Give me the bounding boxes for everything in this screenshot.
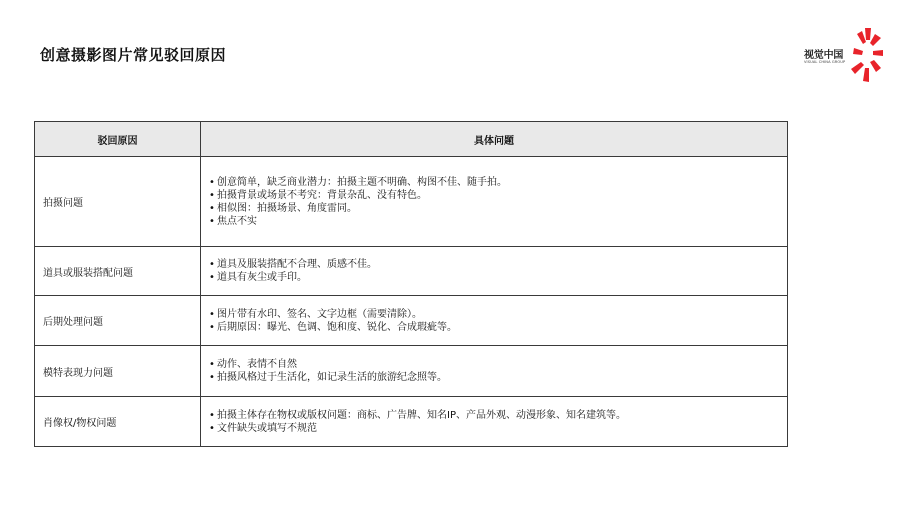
issue-item: • 拍摄风格过于生活化，如记录生活的旅游纪念照等。 xyxy=(209,371,787,384)
issue-list xyxy=(209,176,787,228)
issue-item: • 道具有灰尘或手印。 xyxy=(209,271,787,284)
issues-cell xyxy=(201,157,788,247)
table-row xyxy=(35,397,788,447)
header-issues: 具体问题 xyxy=(201,122,788,157)
header-reason: 驳回原因 xyxy=(35,122,201,157)
issue-list xyxy=(209,358,787,384)
table-row xyxy=(35,346,788,397)
reason-cell: 肖像权/物权问题 xyxy=(35,397,201,447)
issues-cell xyxy=(201,296,788,346)
issue-item: • 后期原因：曝光、色调、饱和度、锐化、合成瑕疵等。 xyxy=(209,321,787,334)
logo-subtitle: VISUAL CHINA GROUP xyxy=(804,60,846,64)
issue-list xyxy=(209,409,787,435)
logo xyxy=(804,28,884,84)
issues-cell xyxy=(201,247,788,296)
starburst-logo-icon xyxy=(851,28,883,82)
reason-cell: 后期处理问题 xyxy=(35,296,201,346)
issue-list xyxy=(209,258,787,284)
table-header-row xyxy=(35,122,788,157)
issue-item: • 文件缺失或填写不规范 xyxy=(209,422,787,435)
reason-cell: 道具或服装搭配问题 xyxy=(35,247,201,296)
issue-item: • 创意简单，缺乏商业潜力：拍摄主题不明确、构图不佳、随手拍。 xyxy=(209,176,787,189)
page-title: 创意摄影图片常见驳回原因 xyxy=(40,46,227,64)
table-row xyxy=(35,157,788,247)
issue-item: • 动作、表情不自然 xyxy=(209,358,787,371)
issue-item: • 道具及服装搭配不合理、质感不佳。 xyxy=(209,258,787,271)
issue-list xyxy=(209,308,787,334)
table-row xyxy=(35,296,788,346)
issue-item: • 拍摄背景或场景不考究：背景杂乱、没有特色。 xyxy=(209,189,787,202)
issue-item: • 拍摄主体存在物权或版权问题：商标、广告牌、知名IP、产品外观、动漫形象、知名建筑等。 xyxy=(209,409,787,422)
issues-cell xyxy=(201,397,788,447)
issues-cell xyxy=(201,346,788,397)
reason-cell: 拍摄问题 xyxy=(35,157,201,247)
reason-cell: 模特表现力问题 xyxy=(35,346,201,397)
issue-item: • 相似图：拍摄场景、角度雷同。 xyxy=(209,202,787,215)
issue-item: • 焦点不实 xyxy=(209,215,787,228)
rejection-reasons-table xyxy=(34,121,788,447)
table-row xyxy=(35,247,788,296)
issue-item: • 图片带有水印、签名、文字边框（需要清除）。 xyxy=(209,308,787,321)
logo-name: 视觉中国 xyxy=(804,50,844,61)
